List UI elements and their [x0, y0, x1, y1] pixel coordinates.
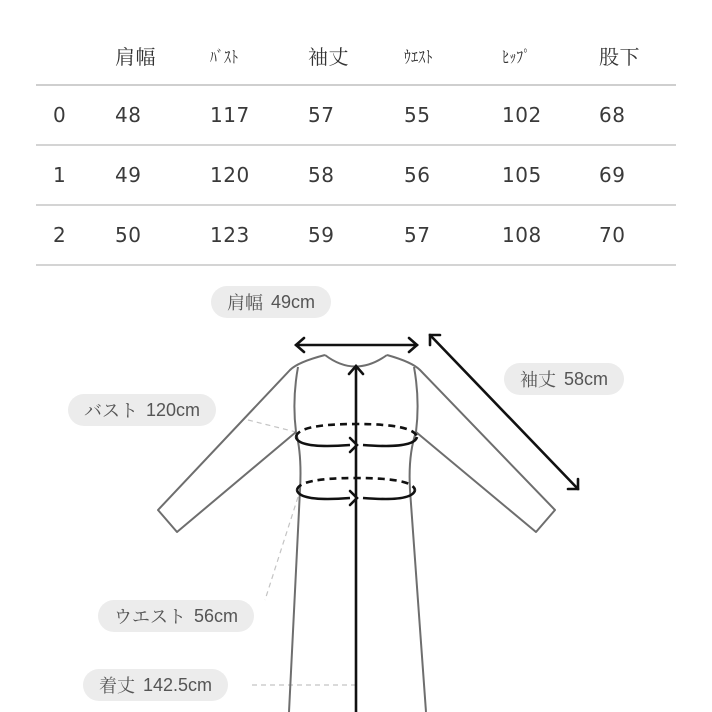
cell-waist: 57 [404, 223, 431, 247]
shoulder-arrow [296, 338, 417, 352]
bust-label: バスト 120cm [68, 394, 216, 426]
cell-size: 2 [53, 223, 67, 247]
waist-label: ウエスト 56cm [98, 600, 254, 632]
header-cell-shoulder: 肩幅 [115, 44, 156, 69]
header-cell-sleeve: 袖丈 [308, 44, 349, 69]
cell-hip: 105 [502, 163, 542, 187]
header-cell-inseam: 股下 [599, 44, 640, 69]
header-cell-waist: ｳｴｽﾄ [404, 47, 433, 68]
measurement-diagram [0, 270, 712, 712]
header-cell-hip: ﾋｯﾌﾟ [502, 47, 531, 68]
cell-shoulder: 48 [115, 103, 142, 127]
table-row [36, 146, 676, 206]
cell-sleeve: 58 [308, 163, 335, 187]
cell-inseam: 68 [599, 103, 626, 127]
sleeve-arrow [430, 335, 578, 489]
cell-hip: 102 [502, 103, 542, 127]
cell-bust: 120 [210, 163, 250, 187]
cell-sleeve: 59 [308, 223, 335, 247]
dress-illustration [0, 270, 712, 712]
length-arrow [349, 366, 363, 712]
shoulder-width-label: 肩幅 49cm [211, 286, 331, 318]
cell-size: 0 [53, 103, 67, 127]
cell-shoulder: 49 [115, 163, 142, 187]
sleeve-length-label: 袖丈 58cm [504, 363, 624, 395]
cell-sleeve: 57 [308, 103, 335, 127]
size-table [36, 26, 676, 266]
table-row [36, 206, 676, 266]
cell-inseam: 70 [599, 223, 626, 247]
cell-waist: 56 [404, 163, 431, 187]
header-cell-bust: ﾊﾞｽﾄ [210, 47, 239, 68]
cell-waist: 55 [404, 103, 431, 127]
table-row [36, 86, 676, 146]
cell-hip: 108 [502, 223, 542, 247]
cell-bust: 123 [210, 223, 250, 247]
cell-size: 1 [53, 163, 67, 187]
cell-shoulder: 50 [115, 223, 142, 247]
cell-bust: 117 [210, 103, 250, 127]
table-header-row [36, 26, 676, 86]
total-length-label: 着丈 142.5cm [83, 669, 228, 701]
cell-inseam: 69 [599, 163, 626, 187]
